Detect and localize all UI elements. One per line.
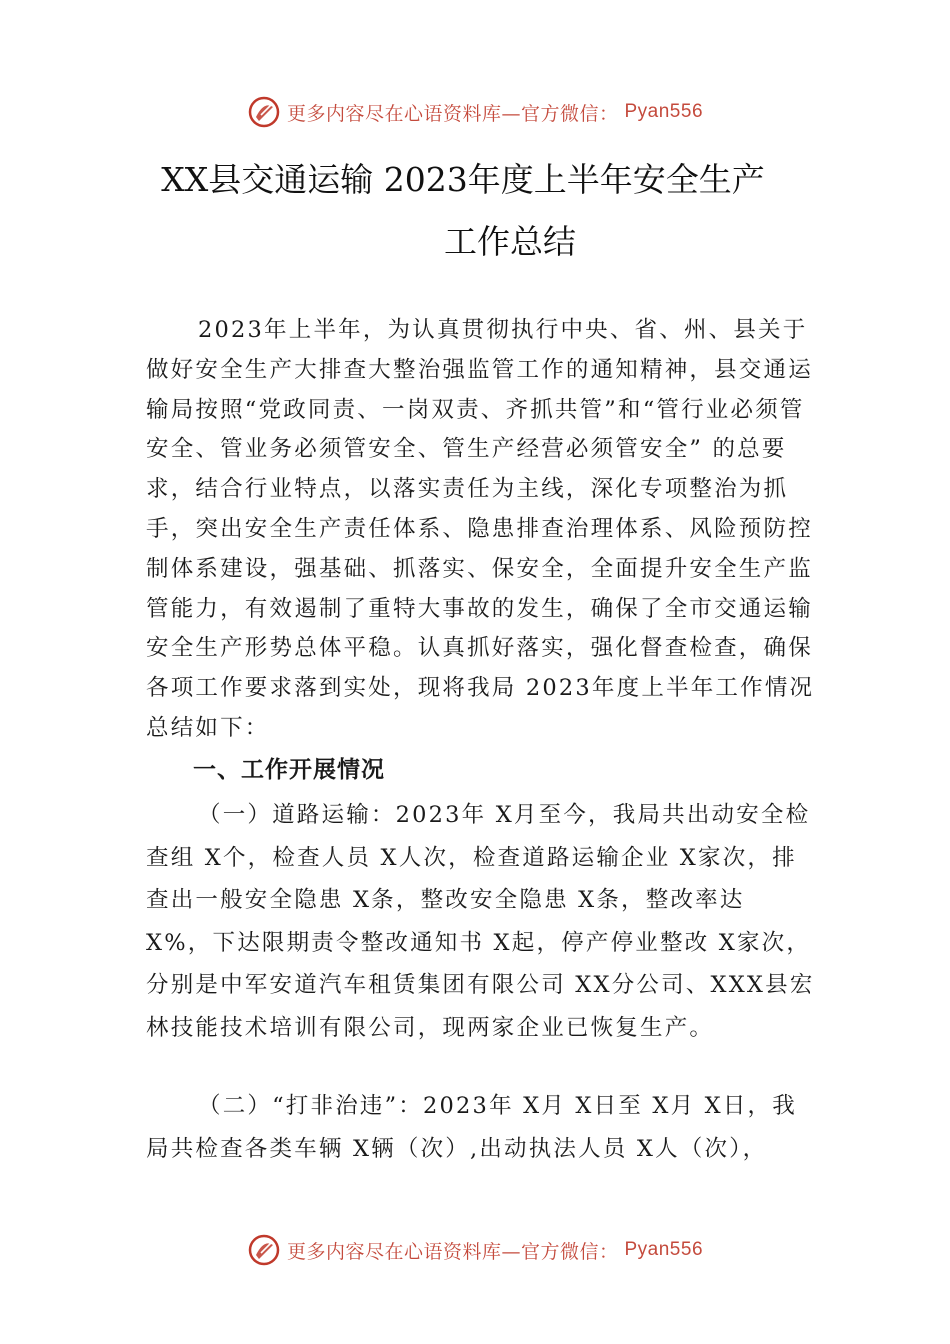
document-title-line-2: 工作总结: [444, 222, 576, 261]
paragraph-road-transport: （一）道路运输：2023年 X月至今，我局共出动安全检查组 X个，检查人员 X人次，检查道路运输企业 X家次，排查出一般安全隐患 X条，整改安全隐患 X条，整改率达 X%，下达限期责令整改通知书 X起，停产停业整改 X家次，分别是中军安道汽车租赁集团有限公司 XX分公司、XXX县宏林技能技术培训有限公司，现两家企业已恢复生产。: [146, 802, 815, 1041]
watermark-text: 更多内容尽在心语资料库—官方微信：: [286, 102, 619, 125]
intro-paragraph: 2023年上半年，为认真贯彻执行中央、省、州、县关于做好安全生产大排查大整治强监管工作的通知精神，县交通运输局按照“党政同责、一岗双责、齐抓共管”和“管行业必须管安全、管业务必须管安全、管生产经营必须管安全” 的总要求，结合行业特点，以落实责任为主线，深化专项整治为抓手，突出安全生产责任体系、隐患排查治理体系、风险预防控制体系建设，强基础、抓落实、保安全，全面提升安全生产监管能力，有效遏制了重特大事故的发生，确保了全市交通运输安全生产形势总体平稳。认真抓好落实，强化督查检查，确保各项工作要求落到实处，现将我局 2023年度上半年工作情况总结如下：: [146, 317, 815, 741]
document-title-line-1: XX县交通运输 2023年度上半年安全生产: [161, 160, 765, 199]
section-heading: 一、工作开展情况: [193, 757, 385, 783]
watermark-header: [0, 95, 950, 129]
paragraph-illegal-operations: （二）“打非治违”：2023年 X月 X日至 X月 X日，我局共检查各类车辆 X辆（次）,出动执法人员 X人（次），: [146, 1093, 797, 1162]
watermark-contact: Pyan556: [624, 1239, 704, 1260]
brand-logo-icon: [247, 1233, 281, 1267]
watermark-footer: [0, 1233, 950, 1267]
brand-logo-icon: [247, 95, 281, 129]
watermark-contact: Pyan556: [624, 101, 704, 122]
watermark-text: 更多内容尽在心语资料库—官方微信：: [286, 1240, 619, 1263]
